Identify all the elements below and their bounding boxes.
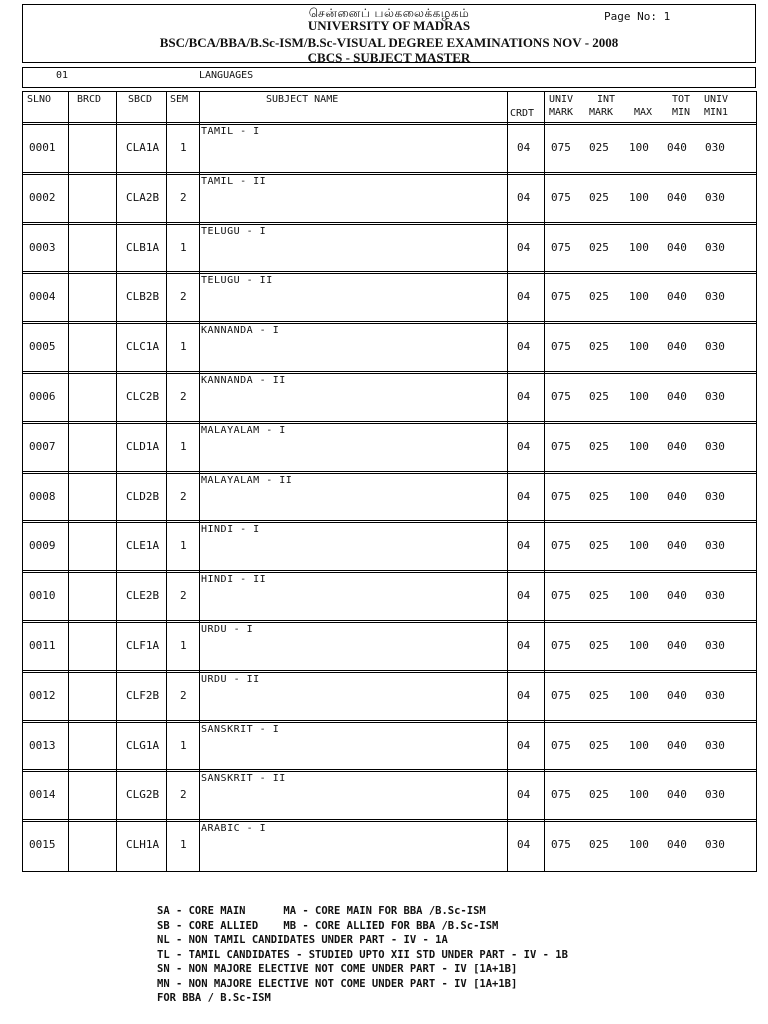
cell-int-mark: 025 <box>589 589 609 602</box>
column-divider <box>756 91 757 871</box>
cell-sbcd: CLB1A <box>126 241 160 254</box>
cell-int-mark: 025 <box>589 191 609 204</box>
cell-sem: 1 <box>180 440 187 453</box>
cell-univ-min: 030 <box>705 141 725 154</box>
department-name: LANGUAGES <box>199 70 254 81</box>
cell-max: 100 <box>629 689 649 702</box>
cell-crdt: 04 <box>517 539 531 552</box>
cell-max: 100 <box>629 788 649 801</box>
cell-slno: 0010 <box>29 589 56 602</box>
cell-tot-min: 040 <box>667 141 687 154</box>
row-border <box>22 124 757 125</box>
legend-line: SB - CORE ALLIED MB - CORE ALLIED FOR BBA /B.Sc-ISM <box>157 919 499 932</box>
tamil-university-title: சென்னைப் பல்கலைக்கழகம் <box>308 6 470 20</box>
cell-slno: 0003 <box>29 241 56 254</box>
cell-tot-min: 040 <box>667 390 687 403</box>
row-border <box>22 473 757 474</box>
legend-line: MN - NON MAJORE ELECTIVE NOT COME UNDER PART - IV [1A+1B] <box>157 977 518 990</box>
cell-univ-mark: 075 <box>551 639 571 652</box>
row-border <box>22 722 757 723</box>
cell-int-mark: 025 <box>589 141 609 154</box>
cell-slno: 0009 <box>29 539 56 552</box>
table-border <box>22 871 757 872</box>
cell-max: 100 <box>629 539 649 552</box>
row-border <box>22 423 757 424</box>
cell-subject-name: KANNANDA - II <box>201 375 286 386</box>
cell-max: 100 <box>629 639 649 652</box>
legend-line: NL - NON TAMIL CANDIDATES UNDER PART - IV - 1A <box>157 934 448 946</box>
table-border <box>22 122 757 123</box>
page-value: 1 <box>663 10 671 23</box>
cell-int-mark: 025 <box>589 838 609 851</box>
cell-univ-min: 030 <box>705 290 725 303</box>
column-divider <box>22 91 23 871</box>
cell-univ-min: 030 <box>705 490 725 503</box>
cell-univ-mark: 075 <box>551 589 571 602</box>
cell-max: 100 <box>629 838 649 851</box>
column-divider <box>166 91 167 871</box>
cell-tot-min: 040 <box>667 191 687 204</box>
cell-univ-mark: 075 <box>551 739 571 752</box>
col-int-mark-bottom: MARK <box>589 107 614 118</box>
cell-subject-name: KANNANDA - I <box>201 325 280 336</box>
exam-title: BSC/BCA/BBA/B.Sc-ISM/B.Sc-VISUAL DEGREE EXAMINATIONS NOV - 2008 <box>159 35 619 50</box>
report-subtitle: CBCS - SUBJECT MASTER <box>307 50 471 65</box>
col-subject-name: SUBJECT NAME <box>266 94 339 105</box>
cell-crdt: 04 <box>517 191 531 204</box>
cell-univ-mark: 075 <box>551 241 571 254</box>
legend-line: TL - TAMIL CANDIDATES - STUDIED UPTO XII STD UNDER PART - IV - 1B <box>157 948 568 961</box>
cell-subject-name: HINDI - I <box>201 524 260 535</box>
column-divider <box>544 91 545 871</box>
row-border <box>22 174 757 175</box>
cell-tot-min: 040 <box>667 440 687 453</box>
cell-sbcd: CLF2B <box>126 689 160 702</box>
cell-subject-name: HINDI - II <box>201 574 267 585</box>
cell-crdt: 04 <box>517 739 531 752</box>
col-crdt: CRDT <box>510 108 535 119</box>
cell-univ-mark: 075 <box>551 440 571 453</box>
cell-int-mark: 025 <box>589 788 609 801</box>
cell-crdt: 04 <box>517 838 531 851</box>
cell-crdt: 04 <box>517 390 531 403</box>
col-max: MAX <box>634 107 653 118</box>
cell-sem: 1 <box>180 241 187 254</box>
row-border <box>22 321 757 322</box>
column-divider <box>116 91 117 871</box>
cell-univ-min: 030 <box>705 539 725 552</box>
cell-max: 100 <box>629 340 649 353</box>
report-header <box>22 4 756 63</box>
cell-sbcd: CLE2B <box>126 589 160 602</box>
cell-slno: 0005 <box>29 340 56 353</box>
cell-univ-min: 030 <box>705 838 725 851</box>
cell-sbcd: CLG2B <box>126 788 160 801</box>
cell-tot-min: 040 <box>667 739 687 752</box>
cell-crdt: 04 <box>517 241 531 254</box>
cell-crdt: 04 <box>517 440 531 453</box>
cell-univ-mark: 075 <box>551 788 571 801</box>
cell-sbcd: CLD2B <box>126 490 160 503</box>
row-border <box>22 720 757 721</box>
col-slno: SLNO <box>27 94 52 105</box>
cell-int-mark: 025 <box>589 490 609 503</box>
cell-slno: 0014 <box>29 788 56 801</box>
cell-crdt: 04 <box>517 788 531 801</box>
cell-slno: 0001 <box>29 141 56 154</box>
cell-int-mark: 025 <box>589 290 609 303</box>
cell-int-mark: 025 <box>589 241 609 254</box>
col-tot-min-bottom: MIN <box>672 107 691 118</box>
cell-subject-name: MALAYALAM - I <box>201 425 286 436</box>
cell-int-mark: 025 <box>589 689 609 702</box>
table-border <box>22 91 757 92</box>
row-border <box>22 172 757 173</box>
cell-subject-name: URDU - I <box>201 624 254 635</box>
cell-max: 100 <box>629 191 649 204</box>
row-border <box>22 670 757 671</box>
col-sem: SEM <box>170 94 189 105</box>
legend <box>157 904 568 1006</box>
row-border <box>22 522 757 523</box>
col-brcd: BRCD <box>77 94 102 105</box>
cell-tot-min: 040 <box>667 689 687 702</box>
cell-crdt: 04 <box>517 639 531 652</box>
cell-subject-name: ARABIC - I <box>201 823 267 834</box>
cell-univ-min: 030 <box>705 639 725 652</box>
cell-univ-min: 030 <box>705 191 725 204</box>
cell-subject-name: TELUGU - I <box>201 226 267 237</box>
cell-sem: 2 <box>180 589 187 602</box>
cell-univ-mark: 075 <box>551 340 571 353</box>
cell-crdt: 04 <box>517 490 531 503</box>
row-border <box>22 520 757 521</box>
row-border <box>22 620 757 621</box>
cell-sbcd: CLC2B <box>126 390 160 403</box>
row-border <box>22 471 757 472</box>
cell-sem: 2 <box>180 788 187 801</box>
cell-int-mark: 025 <box>589 390 609 403</box>
cell-max: 100 <box>629 290 649 303</box>
cell-tot-min: 040 <box>667 241 687 254</box>
cell-subject-name: URDU - II <box>201 674 260 685</box>
column-divider <box>507 91 508 871</box>
cell-slno: 0006 <box>29 390 56 403</box>
cell-max: 100 <box>629 390 649 403</box>
cell-univ-mark: 075 <box>551 290 571 303</box>
cell-univ-min: 030 <box>705 390 725 403</box>
cell-subject-name: SANSKRIT - II <box>201 773 286 784</box>
cell-tot-min: 040 <box>667 589 687 602</box>
row-border <box>22 323 757 324</box>
cell-sbcd: CLG1A <box>126 739 160 752</box>
col-int-mark-top: INT <box>597 94 616 105</box>
row-border <box>22 771 757 772</box>
row-border <box>22 570 757 571</box>
column-divider <box>199 91 200 871</box>
cell-univ-min: 030 <box>705 739 725 752</box>
cell-slno: 0008 <box>29 490 56 503</box>
col-univ-min-top: UNIV <box>704 94 729 105</box>
cell-sem: 2 <box>180 490 187 503</box>
col-sbcd: SBCD <box>128 94 153 105</box>
cell-subject-name: TELUGU - II <box>201 275 273 286</box>
cell-slno: 0002 <box>29 191 56 204</box>
col-univ-mark-bottom: MARK <box>549 107 574 118</box>
row-border <box>22 672 757 673</box>
legend-line: SA - CORE MAIN MA - CORE MAIN FOR BBA /B.Sc-ISM <box>157 905 486 917</box>
cell-tot-min: 040 <box>667 639 687 652</box>
col-tot-min-top: TOT <box>672 94 691 105</box>
cell-sem: 1 <box>180 340 187 353</box>
cell-subject-name: TAMIL - II <box>201 176 267 187</box>
cell-slno: 0007 <box>29 440 56 453</box>
cell-sbcd: CLF1A <box>126 639 160 652</box>
cell-subject-name: SANSKRIT - I <box>201 724 280 735</box>
cell-univ-mark: 075 <box>551 689 571 702</box>
cell-sbcd: CLB2B <box>126 290 160 303</box>
row-border <box>22 224 757 225</box>
cell-crdt: 04 <box>517 141 531 154</box>
cell-sbcd: CLA2B <box>126 191 160 204</box>
cell-sem: 1 <box>180 539 187 552</box>
cell-sem: 1 <box>180 739 187 752</box>
cell-tot-min: 040 <box>667 539 687 552</box>
row-border <box>22 572 757 573</box>
col-univ-mark-top: UNIV <box>549 94 574 105</box>
cell-univ-min: 030 <box>705 340 725 353</box>
cell-slno: 0015 <box>29 838 56 851</box>
cell-crdt: 04 <box>517 340 531 353</box>
cell-sbcd: CLH1A <box>126 838 160 851</box>
cell-univ-mark: 075 <box>551 838 571 851</box>
cell-sbcd: CLD1A <box>126 440 160 453</box>
row-border <box>22 421 757 422</box>
page-number <box>604 10 670 23</box>
cell-univ-mark: 075 <box>551 191 571 204</box>
cell-max: 100 <box>629 739 649 752</box>
page-label: Page No: <box>604 10 657 23</box>
row-border <box>22 821 757 822</box>
cell-crdt: 04 <box>517 290 531 303</box>
cell-sem: 2 <box>180 689 187 702</box>
cell-max: 100 <box>629 589 649 602</box>
cell-slno: 0004 <box>29 290 56 303</box>
cell-sem: 1 <box>180 838 187 851</box>
cell-sem: 2 <box>180 290 187 303</box>
cell-univ-min: 030 <box>705 689 725 702</box>
legend-line: FOR BBA / B.Sc-ISM <box>157 992 271 1004</box>
cell-tot-min: 040 <box>667 490 687 503</box>
cell-max: 100 <box>629 241 649 254</box>
cell-subject-name: TAMIL - I <box>201 126 260 137</box>
cell-crdt: 04 <box>517 689 531 702</box>
cell-sem: 1 <box>180 639 187 652</box>
cell-tot-min: 040 <box>667 788 687 801</box>
cell-univ-mark: 075 <box>551 390 571 403</box>
cell-univ-min: 030 <box>705 241 725 254</box>
col-univ-min-bottom: MIN1 <box>704 107 729 118</box>
cell-subject-name: MALAYALAM - II <box>201 475 293 486</box>
row-border <box>22 371 757 372</box>
cell-sem: 2 <box>180 191 187 204</box>
department-row <box>22 67 756 88</box>
cell-crdt: 04 <box>517 589 531 602</box>
cell-max: 100 <box>629 490 649 503</box>
column-divider <box>68 91 69 871</box>
cell-int-mark: 025 <box>589 639 609 652</box>
row-border <box>22 819 757 820</box>
cell-sem: 2 <box>180 390 187 403</box>
row-border <box>22 222 757 223</box>
cell-univ-min: 030 <box>705 788 725 801</box>
cell-univ-min: 030 <box>705 589 725 602</box>
cell-int-mark: 025 <box>589 539 609 552</box>
cell-sbcd: CLC1A <box>126 340 160 353</box>
legend-line: SN - NON MAJORE ELECTIVE NOT COME UNDER PART - IV [1A+1B] <box>157 963 518 975</box>
row-border <box>22 622 757 623</box>
cell-sbcd: CLE1A <box>126 539 160 552</box>
department-code: 01 <box>56 70 69 81</box>
cell-tot-min: 040 <box>667 340 687 353</box>
cell-int-mark: 025 <box>589 340 609 353</box>
cell-sbcd: CLA1A <box>126 141 160 154</box>
university-title: UNIVERSITY OF MADRAS <box>307 18 471 33</box>
cell-sem: 1 <box>180 141 187 154</box>
row-border <box>22 373 757 374</box>
cell-int-mark: 025 <box>589 440 609 453</box>
cell-tot-min: 040 <box>667 290 687 303</box>
cell-univ-mark: 075 <box>551 490 571 503</box>
cell-univ-mark: 075 <box>551 539 571 552</box>
cell-max: 100 <box>629 141 649 154</box>
cell-slno: 0012 <box>29 689 56 702</box>
cell-tot-min: 040 <box>667 838 687 851</box>
cell-max: 100 <box>629 440 649 453</box>
row-border <box>22 271 757 272</box>
cell-slno: 0011 <box>29 639 56 652</box>
row-border <box>22 273 757 274</box>
cell-slno: 0013 <box>29 739 56 752</box>
row-border <box>22 769 757 770</box>
cell-univ-mark: 075 <box>551 141 571 154</box>
cell-univ-min: 030 <box>705 440 725 453</box>
cell-int-mark: 025 <box>589 739 609 752</box>
